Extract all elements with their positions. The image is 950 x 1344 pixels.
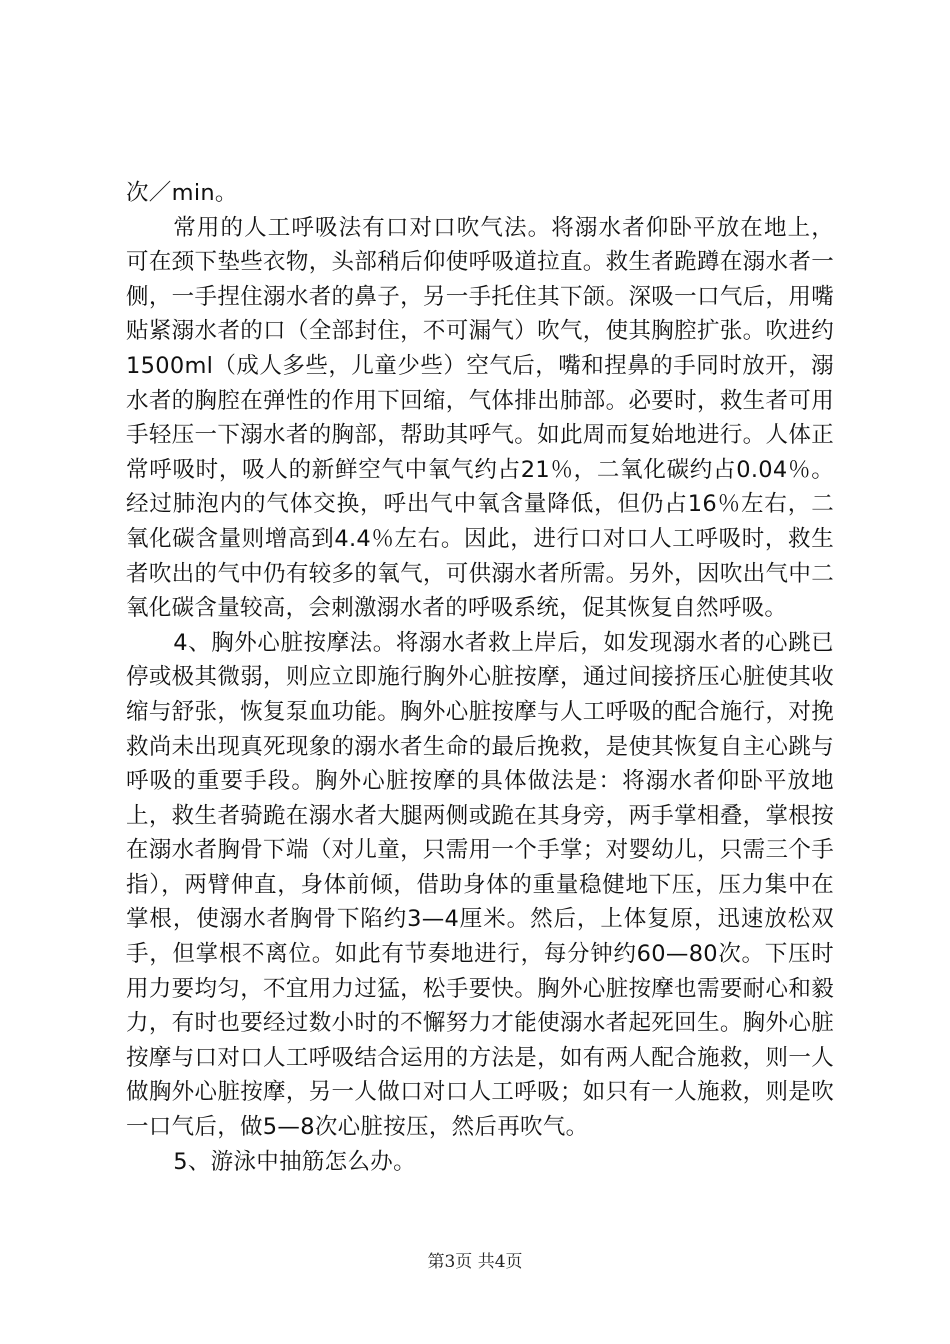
- paragraph-cramp-heading: 5、游泳中抽筋怎么办。: [173, 1148, 416, 1175]
- paragraph-artificial-respiration: 常用的人工呼吸法有口对口吹气法。将溺水者仰卧平放在地上，可在颈下垫些衣物，头部稍后仰使呼吸道拉直。救生者跪蹲在溺水者一侧，一手捏住溺水者的鼻子，另一手托住其下颌。深吸一口气后，用嘴贴紧溺水者的口（全部封住，不可漏气）吹气，使其胸腔扩张。吹进约1500ml（成人多些，儿童少些）空气后，嘴和捏鼻的手同时放开，溺水者的胸腔在弹性的作用下回缩，气体排出肺部。必要时，救生者可用手轻压一下溺水者的胸部，帮助其呼气。如此周而复始地进行。人体正常呼吸时，吸人的新鲜空气中氧气约占21％，二氧化碳约占0.04％。经过肺泡内的气体交换，呼出气中氧含量降低，但仍占16％左右，二氧化碳含量则增高到4.4％左右。因此，进行口对口人工呼吸时，救生者吹出的气中仍有较多的氧气，可供溺水者所需。另外，因吹出气中二氧化碳含量较高，会刺激溺水者的呼吸系统，促其恢复自然呼吸。: [126, 214, 834, 622]
- paragraph-chest-compression: 4、胸外心脏按摩法。将溺水者救上岸后，如发现溺水者的心跳已停或极其微弱，则应立即施行胸外心脏按摩，通过间接挤压心脏使其收缩与舒张，恢复泵血功能。胸外心脏按摩与人工呼吸的配合施行，对挽救尚未出现真死现象的溺水者生命的最后挽救，是使其恢复自主心跳与呼吸的重要手段。胸外心脏按摩的具体做法是：将溺水者仰卧平放地上，救生者骑跪在溺水者大腿两侧或跪在其身旁，两手掌相叠，掌根按在溺水者胸骨下端（对儿童，只需用一个手掌；对婴幼儿，只需三个手指），两臂伸直，身体前倾，借助身体的重量稳健地下压，压力集中在掌根，使溺水者胸骨下陷约3—4厘米。然后，上体复原，迅速放松双手，但掌根不离位。如此有节奏地进行，每分钟约60—80次。下压时用力要均匀，不宜用力过猛，松手要快。胸外心脏按摩也需要耐心和毅力，有时也要经过数小时的不懈努力才能使溺水者起死回生。胸外心脏按摩与口对口人工呼吸结合运用的方法是，如有两人配合施救，则一人做胸外心脏按摩，另一人做口对口人工呼吸；如只有一人施救，则是吹一口气后，做5—8次心脏按压，然后再吹气。: [126, 629, 834, 1141]
- page-number-label: 第3页 共4页: [427, 1252, 523, 1272]
- page-footer: [0, 1247, 950, 1272]
- document-body: [126, 176, 834, 1179]
- paragraph-continuation: 次／min。: [126, 180, 238, 206]
